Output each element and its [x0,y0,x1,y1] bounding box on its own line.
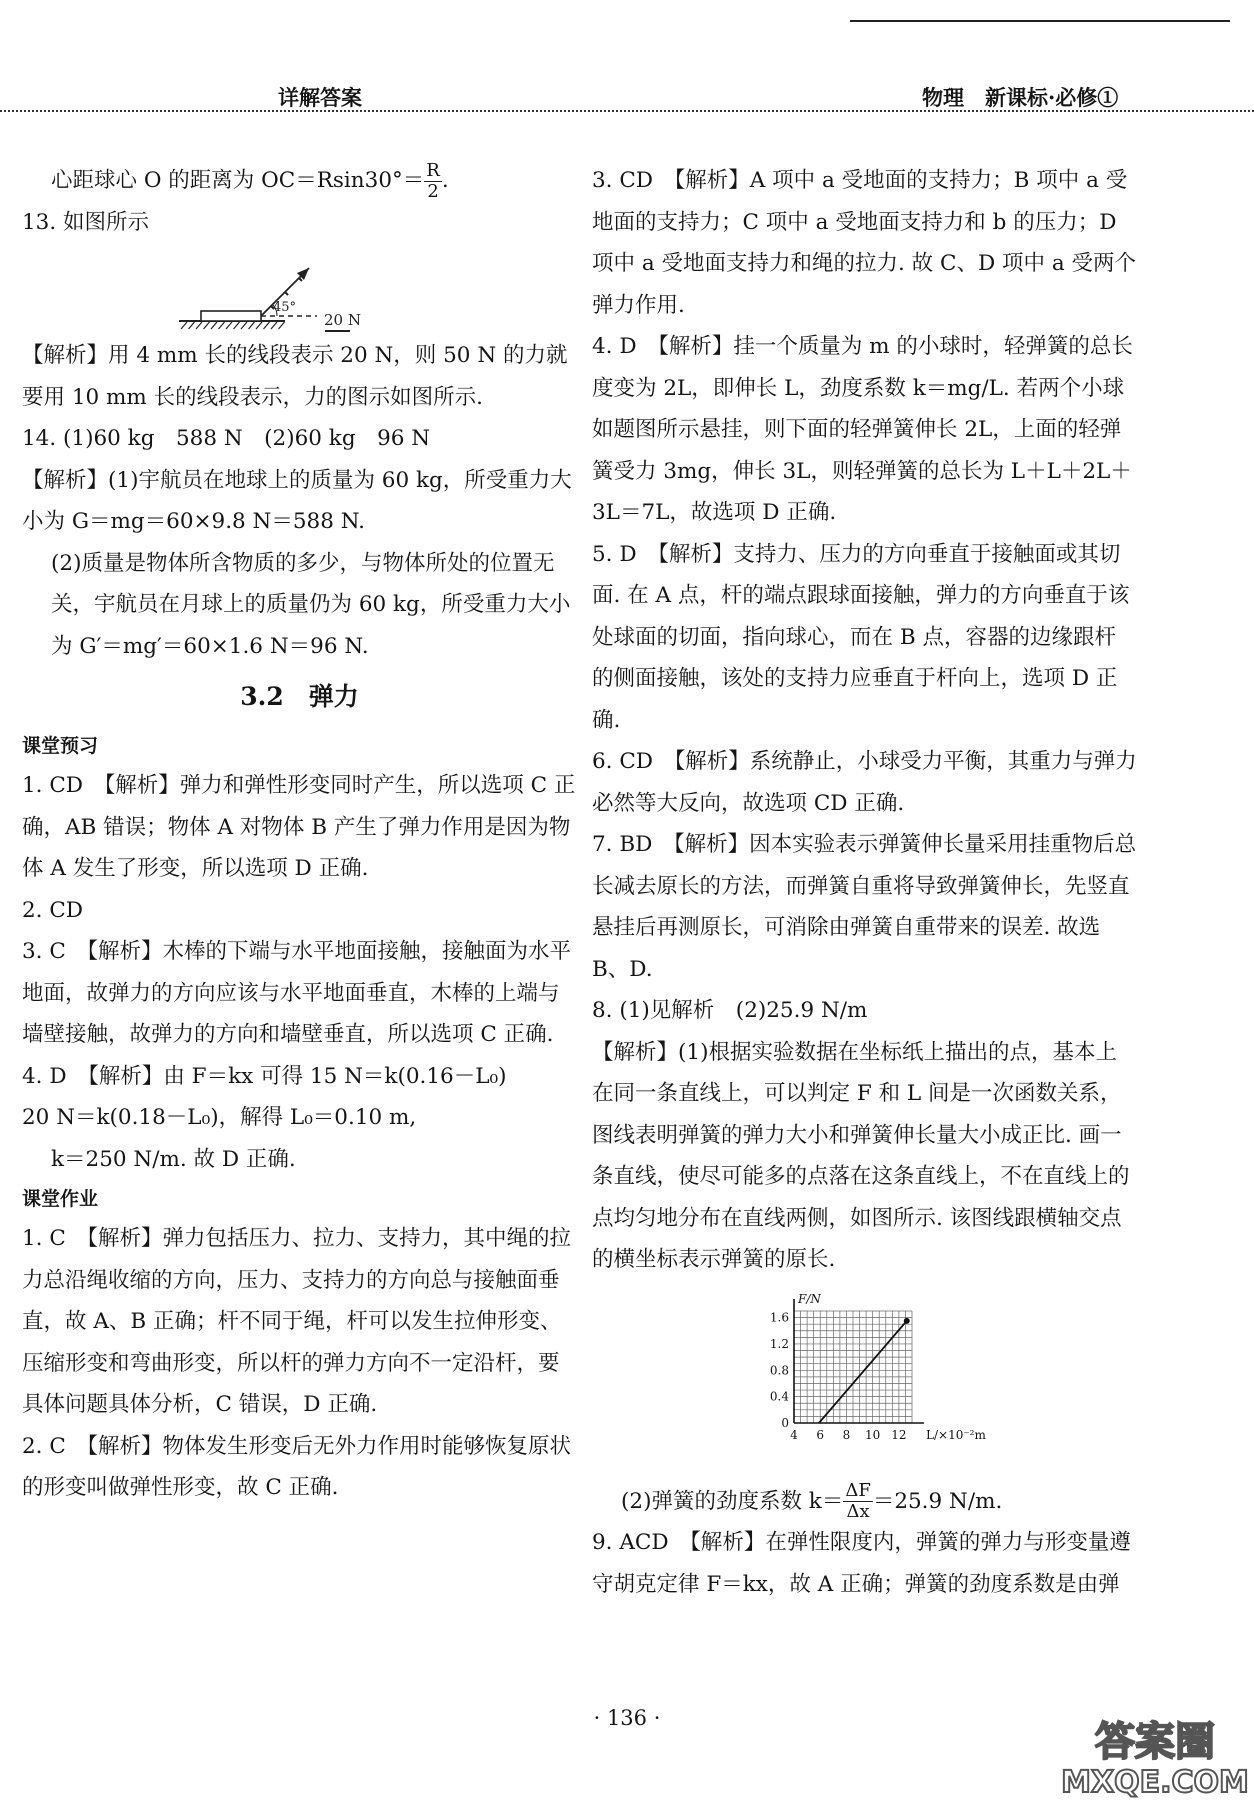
fraction-denominator: 2 [427,180,439,202]
paragraph-text: 2. C 【解析】物体发生形变后无外力作用时能够恢复原状的形变叫做弹性形变，故 C 正确. [22,1433,572,1500]
paragraph-text: (2)弹簧的劲度系数 k＝ [621,1488,844,1514]
paragraph-text: 【解析】用 4 mm 长的线段表示 20 N，则 50 N 的力就要用 10 mm 长的线段表示，力的图示如图所示. [22,343,568,410]
answer-paragraph [592,990,1137,1032]
paragraph-text: 6. CD 【解析】系统静止，小球受力平衡，其重力与弹力必然等大反向，故选项 CD 正确. [592,749,1137,816]
x-tick-label: 10 [865,1427,881,1442]
paragraph-text: 2. CD [22,897,84,923]
y-tick-label: 0 [781,1415,789,1430]
paragraph-text: 4. D 【解析】挂一个质量为 m 的小球时，轻弹簧的总长度变为 2L，即伸长 L，劲度系数 k＝mg/L. 若两个小球如题图所示悬挂，则下面的轻弹簧伸长 2L，上面的轻弹簧受力 3mg，伸长 3L，则轻弹簧的总长为 L＋L＋2L＋3L＝7L，故选项 D 正确. [592,334,1133,525]
ground-hatch [271,322,277,329]
answer-paragraph [22,1426,577,1509]
paragraph-text: 3. C 【解析】木棒的下端与水平地面接触，接触面为水平地面，故弹力的方向应该与水平地面垂直，木棒的上端与墙壁接触，故弹力的方向和墙壁垂直，所以选项 C 正确. [22,939,572,1047]
fraction [843,1481,873,1522]
answer-paragraph [22,460,577,543]
x-axis-label: L/×10⁻²m [926,1427,986,1442]
y-tick-label: 1.2 [769,1336,789,1351]
answer-paragraph [22,890,577,932]
fraction-numerator: R [426,159,440,181]
subsection-heading: 课堂作业 [22,1188,99,1210]
ground-hatch [211,322,217,329]
ground-hatch [226,322,232,329]
answer-paragraph [22,1056,577,1098]
x-tick-label: 6 [816,1427,825,1442]
y-tick-label: 1.6 [769,1310,789,1325]
paragraph-text: 14. (1)60 kg 588 N (2)60 kg 96 N [22,426,431,451]
ground-hatch [264,322,270,329]
paragraph-text: 1. CD 【解析】弹力和弹性形变同时产生，所以选项 C 正确，AB 错误；物体 A 对物体 B 产生了弹力作用是因为物体 A 发生了形变，所以选项 D 正确. [22,773,576,881]
answer-paragraph [592,1032,1137,1281]
paragraph-text: k＝250 N/m. 故 D 正确. [51,1146,296,1172]
answer-paragraph [592,160,1137,326]
data-point [904,1317,910,1323]
ground-hatch [196,322,202,329]
right-column [592,160,1137,1605]
answer-paragraph [22,160,577,202]
paragraph-tail: ＝25.9 N/m. [872,1488,1003,1514]
angle-label: 45° [273,300,297,315]
ground-hatch [279,322,285,329]
x-tick-label: 8 [842,1427,851,1442]
y-axis-label: F/N [798,1291,821,1306]
watermark-logo [1060,1710,1250,1800]
y-tick-label: 0.8 [769,1362,789,1377]
paragraph-text: 7. BD 【解析】因本实验表示弹簧伸长量采用挂重物后总长减去原长的方法，而弹簧自重将导致弹簧伸长，先竖直悬挂后再测原长，可消除由弹簧自重带来的误差. 故选 B、D. [592,832,1137,982]
paragraph-text: (2)质量是物体所含物质的多少，与物体所处的位置无关，宇航员在月球上的质量仍为 60 kg，所受重力大小为 G′＝mg′＝60×1.6 N＝96 N. [51,550,571,659]
answer-paragraph [22,765,577,890]
paragraph-text: 5. D 【解析】支持力、压力的方向垂直于接触面或其切面. 在 A 点，杆的端点跟球面接触，弹力的方向垂直于该处球面的切面，指向球心，而在 B 点，容器的边缘跟杆的侧面接触，该处的支持力应垂直于杆向上，选项 D 正确. [592,541,1130,733]
answer-paragraph [22,335,577,418]
ground-hatch [189,322,195,329]
header-divider [0,110,1254,112]
answer-paragraph [22,1218,577,1426]
answer-paragraph [22,1139,577,1181]
answer-paragraph [22,418,577,460]
paragraph-text: 1. C 【解析】弹力包括压力、拉力、支持力，其中绳的拉力总沿绳收缩的方向，压力、支持力的方向总与接触面垂直，故 A、B 正确；杆不同于绳，杆可以发生拉伸形变、压缩形变和弯曲形变，所以杆的弹力方向不一定沿杆，要具体问题具体分析，C 错误，D 正确. [22,1226,572,1417]
ground-hatch [241,322,247,329]
top-rule [850,20,1230,22]
ground-hatch [249,322,255,329]
fraction-denominator: Δx [846,1501,870,1522]
answer-paragraph [22,1097,577,1139]
answer-paragraph [22,543,577,668]
header-left: 详解答案 [278,85,362,110]
page-header [0,82,1254,112]
ground-hatch [219,322,225,329]
paragraph-text: 4. D 【解析】由 F＝kx 可得 15 N＝k(0.16－L₀) [22,1063,507,1089]
subsection-heading: 课堂预习 [22,735,99,757]
x-tick-label: 4 [790,1427,798,1442]
ground-hatch [256,322,262,329]
paragraph-text: 【解析】(1)根据实验数据在坐标纸上描出的点，基本上在同一条直线上，可以判定 F 和 L 间是一次函数关系，图线表明弹簧的弹力大小和弹簧伸长量大小成正比. 画一条直线，使尽可能多的点落在这条直线上，不在直线上的点均匀地分布在直线两侧，如图所示. 该图线跟横轴交点的横坐标表示弹簧的原长. [592,1039,1130,1272]
section-title: 3.2 弹力 [240,682,359,711]
answer-paragraph [592,741,1137,824]
svg-text:MXQE.COM: MXQE.COM [1061,1765,1249,1800]
y-tick-label: 0.4 [769,1389,789,1404]
svg-text:答案圈: 答案圈 [1095,1719,1215,1765]
answer-paragraph [592,326,1137,534]
ground-hatch [181,322,187,329]
answer-paragraph [592,1481,1137,1523]
force-diagram [22,243,577,335]
left-column [22,160,577,1509]
spring-graph [592,1281,1137,1481]
paragraph-text: 8. (1)见解析 (2)25.9 N/m [592,998,868,1023]
paragraph-text: 3. CD 【解析】A 项中 a 受地面的支持力；B 项中 a 受地面的支持力；C 项中 a 受地面支持力和 b 的压力；D 项中 a 受地面支持力和绳的拉力. 故 C、D 项中 a 受两个弹力作用. [592,168,1137,318]
scale-label: 20 N [324,311,361,329]
header-right: 物理 新课标·必修① [922,85,1119,110]
fraction-numerator: ΔF [845,1480,871,1501]
paragraph-text: 【解析】(1)宇航员在地球上的质量为 60 kg，所受重力大小为 G＝mg＝60×9.8 N＝588 N. [22,467,572,534]
paragraph-text: 20 N＝k(0.18－L₀)，解得 L₀＝0.10 m, [22,1105,417,1130]
block [201,311,261,321]
ground-hatch [204,322,210,329]
paragraph-text: 心距球心 O 的距离为 OC＝Rsin30°＝ [51,168,425,193]
answer-paragraph [22,931,577,1056]
answer-paragraph [22,202,577,244]
paragraph-tail: . [441,168,449,193]
fit-line [819,1320,907,1422]
fraction [424,161,442,202]
paragraph-text: 13. 如图所示 [22,209,150,235]
x-tick-label: 12 [891,1427,907,1442]
answer-paragraph [592,534,1137,742]
ground-hatch [234,322,240,329]
arrow-tick [299,278,302,281]
arrow-tick [285,292,288,295]
paragraph-text: 9. ACD 【解析】在弹性限度内，弹簧的弹力与形变量遵守胡克定律 F＝kx，故 A 正确；弹簧的劲度系数是由弹 [592,1530,1131,1597]
page-number: · 136 · [593,1706,661,1730]
answer-paragraph [592,824,1137,990]
answer-paragraph [592,1522,1137,1605]
